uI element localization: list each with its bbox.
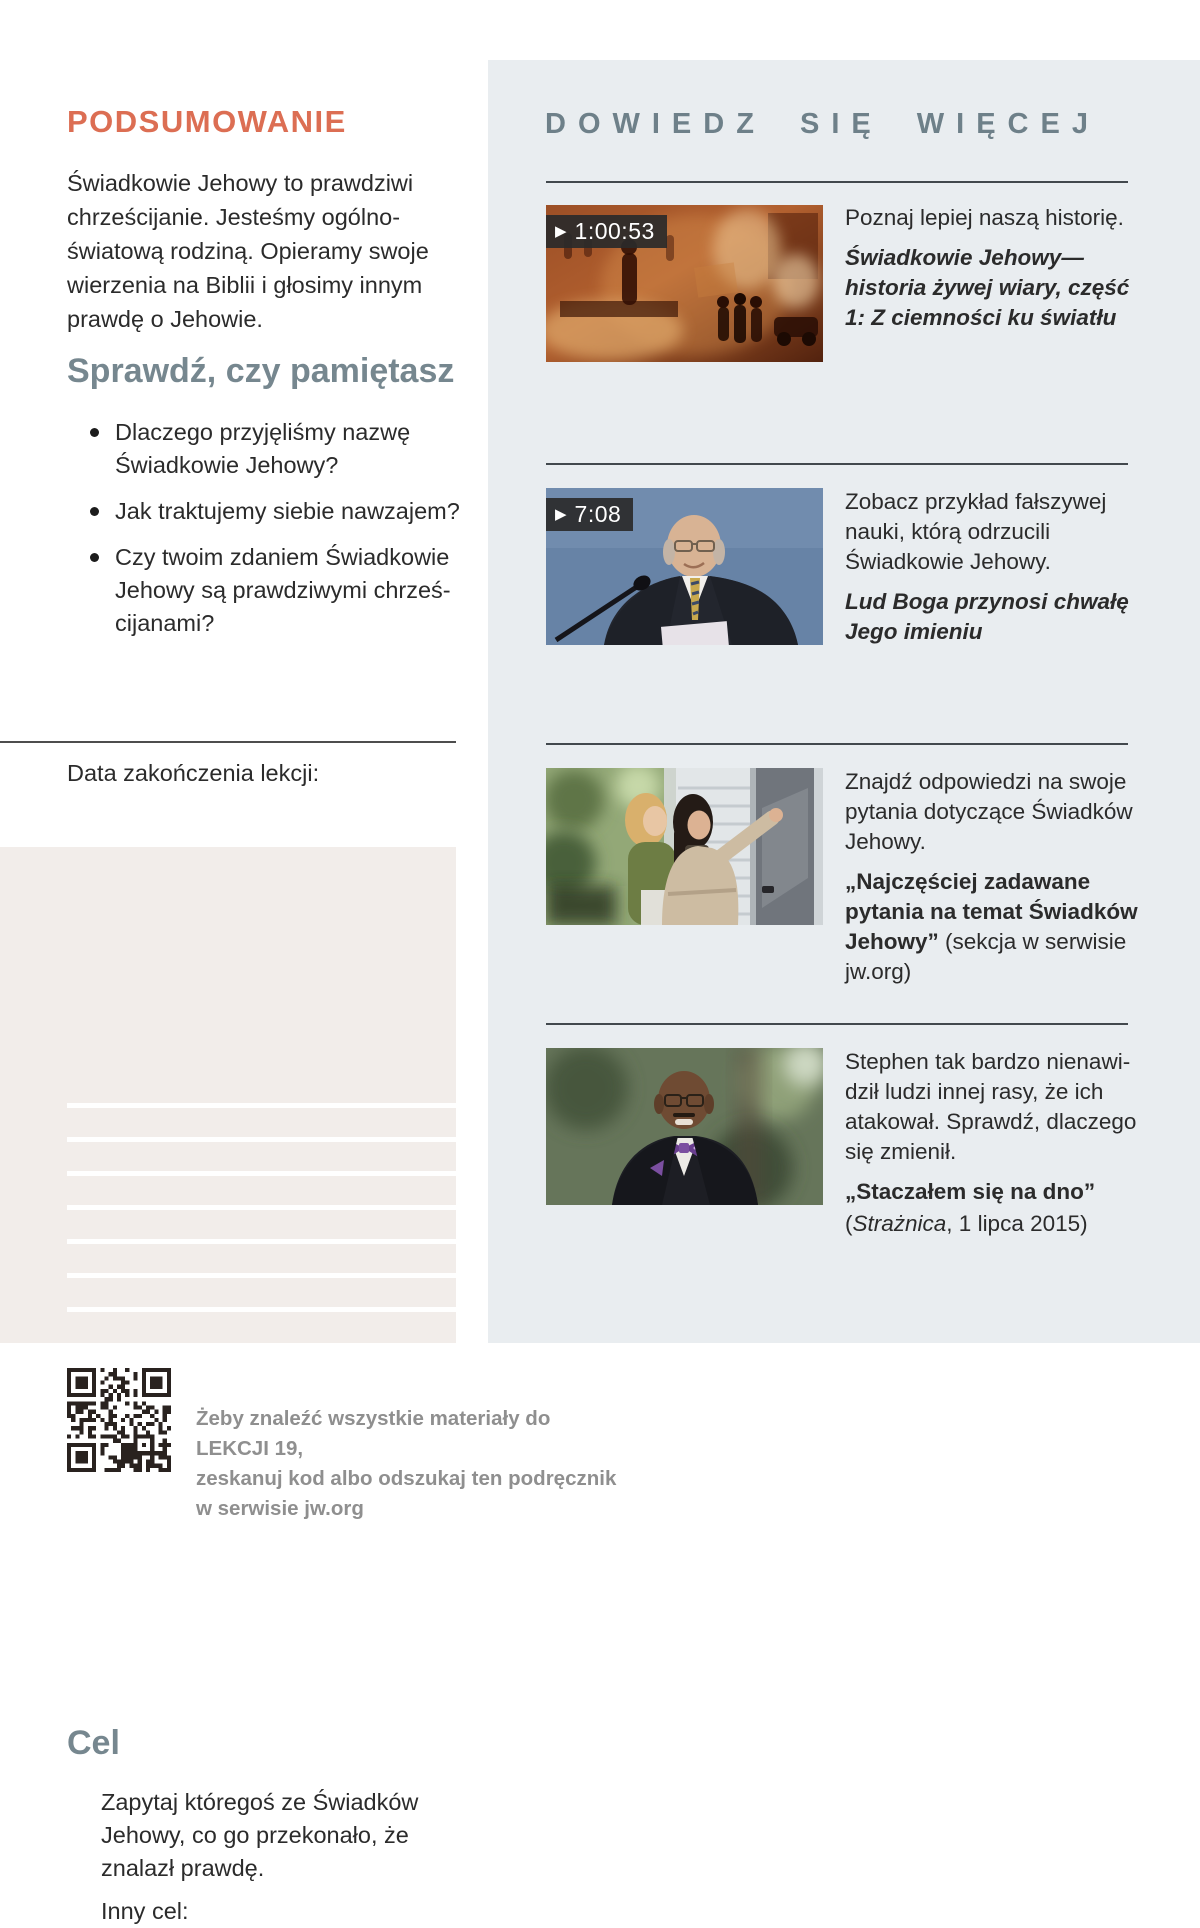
- list-item: [90, 416, 468, 482]
- write-in-line: [67, 1205, 456, 1210]
- review-question-list: [90, 416, 468, 653]
- review-heading: Sprawdź, czy pamiętasz: [67, 352, 455, 390]
- goal-checkbox[interactable]: [67, 1786, 88, 1807]
- learn-more-item: [845, 1047, 1141, 1239]
- learn-more-item: [845, 767, 1141, 987]
- item-lead: Poznaj lepiej naszą historię.: [845, 205, 1124, 230]
- item-title-suffix: (sekcja w serwisie jw.org): [845, 929, 1127, 984]
- divider: [546, 463, 1128, 465]
- play-icon: ▶: [555, 506, 567, 523]
- bullet-icon: [90, 553, 99, 562]
- citation-text: , 1 lipca 2015): [946, 1211, 1088, 1236]
- article-thumbnail-faq[interactable]: [546, 768, 823, 925]
- item-title[interactable]: Świadkowie Jehowy—historia żywej wiary, część 1: Z ciemności ku światłu: [845, 245, 1130, 330]
- item-lead: Stephen tak bardzo nienawidził ludzi innej rasy, że ich atakował. Sprawdź, dlaczego się zmienił.: [845, 1049, 1137, 1164]
- item-citation: [845, 1209, 1141, 1239]
- item-lead: Zobacz przykład fałszywej nauki, którą odrzucili Świadkowie Jehowy.: [845, 489, 1107, 574]
- goal-task-label: Zapytaj któregoś ze Świadków Jehowy, co go przekonało, że znalazł prawdę.: [101, 1789, 419, 1881]
- goal-task-row: [67, 1786, 427, 1885]
- write-in-line: [67, 1171, 456, 1176]
- divider: [546, 743, 1128, 745]
- divider: [546, 1023, 1128, 1025]
- footer-note: [196, 1404, 626, 1524]
- divider: [546, 181, 1128, 183]
- goal-checkbox[interactable]: [67, 1895, 88, 1916]
- bullet-icon: [90, 428, 99, 437]
- footer-line: zeskanuj kod albo odszukaj ten podręcznik: [196, 1467, 617, 1490]
- write-in-line: [67, 1103, 456, 1108]
- citation-source: Strażnica: [852, 1211, 947, 1236]
- video-thumbnail-history[interactable]: [546, 205, 823, 362]
- smiling-man-with-bow-tie-image: [546, 1048, 823, 1205]
- qr-code-image: [67, 1368, 171, 1472]
- article-thumbnail-life-story[interactable]: [546, 1048, 823, 1205]
- summary-heading: PODSUMOWANIE: [67, 104, 347, 139]
- goal-other-row: [67, 1895, 427, 1928]
- item-title-bold: „Najczęściej zadawane pytania na temat Świadków Jehowy”: [845, 869, 1138, 954]
- list-item: [90, 541, 468, 640]
- learn-more-heading: DOWIEDZ SIĘ WIĘCEJ: [545, 108, 1100, 140]
- write-in-line: [67, 1239, 456, 1244]
- learn-more-panel: [488, 60, 1200, 1343]
- write-in-line: [67, 1137, 456, 1142]
- qr-code: [67, 1368, 171, 1472]
- review-question: Dlaczego przyjęliśmy nazwę Świadkowie Jehowy?: [115, 419, 411, 478]
- item-title[interactable]: Lud Boga przynosi chwałę Jego imieniu: [845, 589, 1129, 644]
- bullet-icon: [90, 507, 99, 516]
- write-in-line: [67, 1307, 456, 1312]
- write-in-line: [67, 1273, 456, 1278]
- duration-badge: [546, 215, 667, 248]
- learn-more-item: [845, 203, 1141, 333]
- item-title[interactable]: [845, 867, 1141, 987]
- learn-more-item: [845, 487, 1141, 647]
- item-title[interactable]: „Staczałem się na dno”: [845, 1179, 1096, 1204]
- list-item: [90, 495, 468, 528]
- review-question: Jak traktujemy siebie nawzajem?: [115, 498, 460, 524]
- footer-line: Żeby znaleźć wszystkie materiały do LEKCJI 19,: [196, 1407, 551, 1460]
- divider: [0, 741, 456, 743]
- item-lead: Znajdź odpowiedzi na swoje pytania dotyczące Świadków Jehowy.: [845, 769, 1133, 854]
- goal-other-label: Inny cel:: [101, 1898, 189, 1924]
- play-icon: ▶: [555, 223, 567, 240]
- duration-badge: [546, 498, 633, 531]
- goal-heading: Cel: [67, 1724, 120, 1762]
- footer-line: w serwisie jw.org: [196, 1497, 364, 1520]
- duration-label: 7:08: [574, 501, 622, 527]
- duration-label: 1:00:53: [574, 218, 655, 244]
- two-women-at-door-image: [546, 768, 823, 925]
- citation-text: (: [845, 1211, 853, 1236]
- review-question: Czy twoim zdaniem Świadkowie Jehowy są prawdziwymi chrześcijanami?: [115, 544, 451, 636]
- video-thumbnail-talk[interactable]: [546, 488, 823, 645]
- completion-date-label: Data zakończenia lekcji:: [67, 760, 320, 786]
- summary-paragraph: Świadkowie Jehowy to prawdziwi chrześcijanie. Jesteśmy ogólnoświatową rodziną. Opieramy swoje wierzenia na Biblii i głosimy innym prawdę o Jehowie.: [67, 170, 429, 332]
